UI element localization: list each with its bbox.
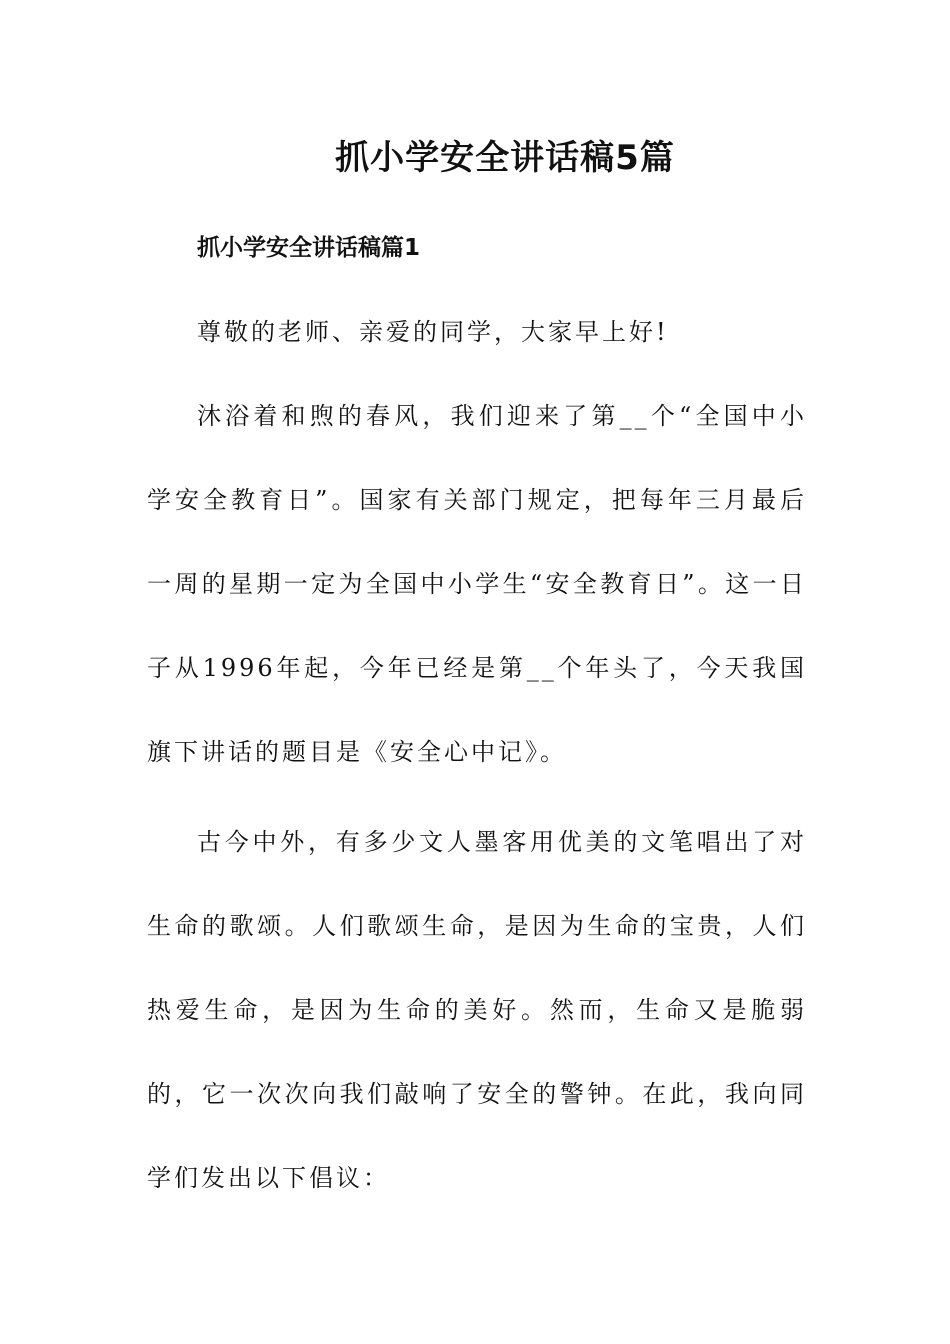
paragraph-body: 古今中外，有多少文人墨客用优美的文笔唱出了对生命的歌颂。人们歌颂生命，是因为生命的宝贵，人们热爱生命，是因为生命的美好。然而，生命又是脆弱的，它一次次向我们敲响了安全的警钟。在此，我向同学们发出以下倡议： [147, 828, 807, 1192]
paragraph-intro: 沐浴着和煦的春风，我们迎来了第__个“全国中小学安全教育日”。国家有关部门规定，把每年三月最后一周的星期一定为全国中小学生“安全教育日”。这一日子从1996年起，今年已经是第__个年头了，今天我国旗下讲话的题目是《安全心中记》。 [147, 402, 807, 766]
paragraph-greeting: 尊敬的老师、亲爱的同学，大家早上好! [197, 318, 669, 346]
section-heading: 抓小学安全讲话稿篇1 [197, 235, 421, 261]
document-title: 抓小学安全讲话稿5篇 [335, 138, 675, 178]
